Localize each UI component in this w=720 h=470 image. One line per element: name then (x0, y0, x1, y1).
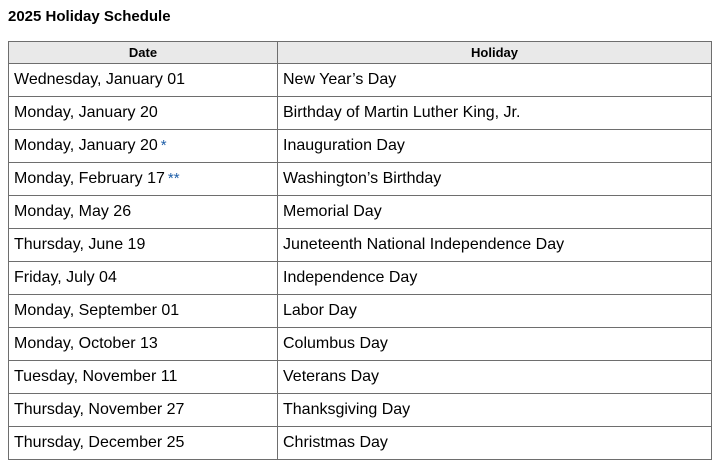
table-row (9, 295, 712, 328)
table-row (9, 229, 712, 262)
date-text: Thursday, December 25 (14, 434, 185, 451)
date-cell (9, 394, 278, 427)
table-row (9, 196, 712, 229)
footnote-mark[interactable]: ** (167, 170, 180, 187)
date-cell (9, 64, 278, 97)
date-text: Wednesday, January 01 (14, 71, 186, 88)
date-cell (9, 361, 278, 394)
date-text: Tuesday, November 11 (14, 368, 178, 385)
table-row (9, 64, 712, 97)
holiday-cell: Veterans Day (278, 361, 712, 394)
date-text: Monday, January 20 (14, 104, 158, 121)
column-header-holiday: Holiday (278, 42, 712, 64)
date-text: Monday, September 01 (14, 302, 180, 319)
holiday-cell: Juneteenth National Independence Day (278, 229, 712, 262)
date-cell (9, 427, 278, 460)
holiday-cell: New Year’s Day (278, 64, 712, 97)
table-row (9, 163, 712, 196)
column-header-date: Date (9, 42, 278, 64)
date-cell (9, 295, 278, 328)
holiday-cell: Thanksgiving Day (278, 394, 712, 427)
date-cell (9, 328, 278, 361)
date-text: Monday, January 20 (14, 137, 158, 154)
date-cell (9, 262, 278, 295)
table-row (9, 262, 712, 295)
date-text: Monday, October 13 (14, 335, 158, 352)
date-text: Monday, May 26 (14, 203, 132, 220)
table-row (9, 97, 712, 130)
table-row (9, 361, 712, 394)
date-cell (9, 196, 278, 229)
holiday-cell: Memorial Day (278, 196, 712, 229)
holiday-schedule-table (8, 41, 712, 460)
date-text: Thursday, November 27 (14, 401, 185, 418)
table-row (9, 328, 712, 361)
table-header-row (9, 42, 712, 64)
footnote-mark[interactable]: * (160, 137, 167, 154)
date-text: Thursday, June 19 (14, 236, 146, 253)
date-cell (9, 229, 278, 262)
date-cell (9, 130, 278, 163)
holiday-cell: Columbus Day (278, 328, 712, 361)
holiday-cell: Christmas Day (278, 427, 712, 460)
date-cell (9, 163, 278, 196)
page-title: 2025 Holiday Schedule (8, 8, 171, 25)
date-cell (9, 97, 278, 130)
holiday-cell: Independence Day (278, 262, 712, 295)
table-row (9, 130, 712, 163)
date-text: Friday, July 04 (14, 269, 117, 286)
holiday-cell: Labor Day (278, 295, 712, 328)
table-row (9, 427, 712, 460)
holiday-cell: Washington’s Birthday (278, 163, 712, 196)
holiday-cell: Inauguration Day (278, 130, 712, 163)
table-row (9, 394, 712, 427)
holiday-cell: Birthday of Martin Luther King, Jr. (278, 97, 712, 130)
date-text: Monday, February 17 (14, 170, 165, 187)
